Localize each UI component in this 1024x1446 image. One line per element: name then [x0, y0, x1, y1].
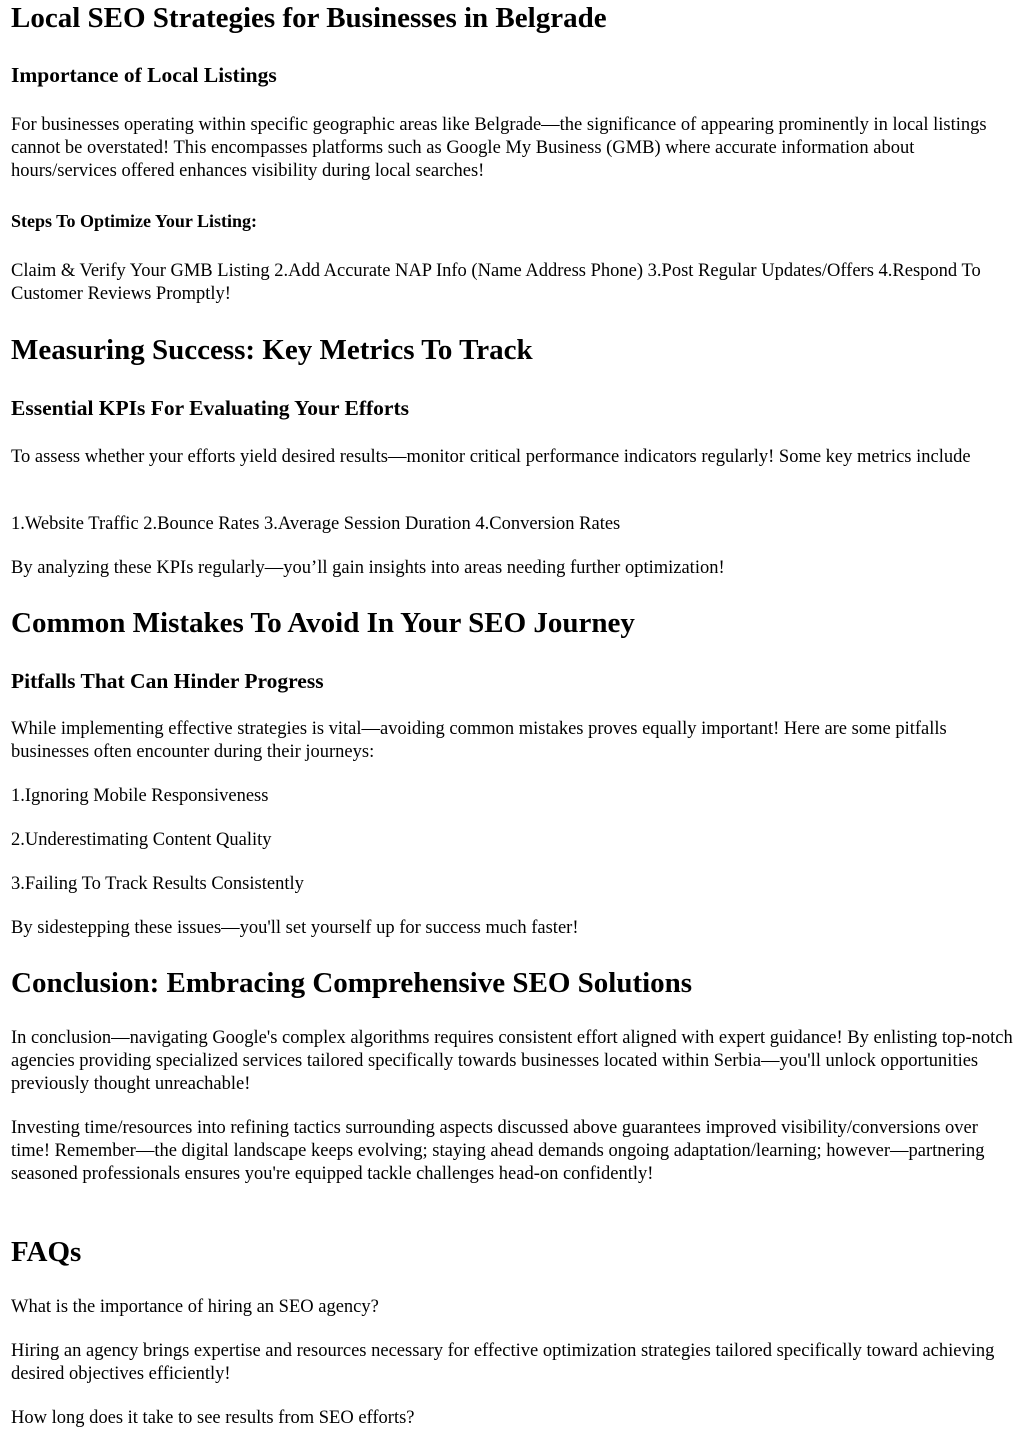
paragraph-conclusion-2: Investing time/resources into refining tactics surrounding aspects discussed above guarantees improved visibility/conversions over time! Remember—the digital landscape keeps evolving; staying ahead demands ongoing adaptation/learning; however—partnering seasoned professionals ensures you're equipped tackle challenges head-on confidently!	[11, 1118, 985, 1184]
faq-question-1: What is the importance of hiring an SEO agency?	[11, 1297, 379, 1317]
paragraph-conclusion-1: In conclusion—navigating Google's complex algorithms requires consistent effort aligned with expert guidance! By enlisting top-notch agencies providing specialized services tailored specifically towards businesses located within Serbia—you'll unlock opportunities previously thought unreachable!	[11, 1028, 1013, 1094]
paragraph-pitfalls-closing: By sidestepping these issues—you'll set yourself up for success much faster!	[11, 918, 579, 938]
faq-question-2: How long does it take to see results from SEO efforts?	[11, 1408, 415, 1428]
list-item: 1.Ignoring Mobile Responsiveness	[11, 786, 269, 806]
paragraph-kpis-closing: By analyzing these KPIs regularly—you’ll gain insights into areas needing further optimization!	[11, 558, 725, 578]
subsection-title-kpis: Essential KPIs For Evaluating Your Efforts	[11, 396, 409, 420]
paragraph-local-listings: For businesses operating within specific geographic areas like Belgrade—the significance of appearing prominently in local listings cannot be overstated! This encompasses platforms such as Google My Business (GMB) where accurate information about hours/services offered enhances visibility during local searches!	[11, 115, 987, 181]
paragraph-steps: Claim & Verify Your GMB Listing 2.Add Accurate NAP Info (Name Address Phone) 3.Post Regular Updates/Offers 4.Respond To Customer Reviews Promptly!	[11, 261, 981, 304]
steps-heading: Steps To Optimize Your Listing:	[11, 211, 258, 231]
list-item: 3.Failing To Track Results Consistently	[11, 874, 304, 894]
section-title-local-seo: Local SEO Strategies for Businesses in Belgrade	[11, 2, 607, 34]
section-title-measuring-success: Measuring Success: Key Metrics To Track	[11, 334, 533, 366]
paragraph-pitfalls-intro: While implementing effective strategies is vital—avoiding common mistakes proves equally important! Here are some pitfalls businesses often encounter during their journeys:	[11, 719, 947, 762]
subsection-title-pitfalls: Pitfalls That Can Hinder Progress	[11, 669, 324, 693]
paragraph-metrics-list: 1.Website Traffic 2.Bounce Rates 3.Average Session Duration 4.Conversion Rates	[11, 514, 621, 534]
list-item: 2.Underestimating Content Quality	[11, 830, 272, 850]
section-title-common-mistakes: Common Mistakes To Avoid In Your SEO Journey	[11, 607, 635, 639]
paragraph-kpis-intro: To assess whether your efforts yield desired results—monitor critical performance indicators regularly! Some key metrics include	[11, 447, 971, 467]
section-title-conclusion: Conclusion: Embracing Comprehensive SEO Solutions	[11, 967, 693, 999]
section-title-faqs: FAQs	[11, 1236, 82, 1268]
subsection-title-local-listings: Importance of Local Listings	[11, 63, 277, 87]
faq-answer-1: Hiring an agency brings expertise and resources necessary for effective optimization strategies tailored specifically toward achieving desired objectives efficiently!	[11, 1341, 995, 1384]
